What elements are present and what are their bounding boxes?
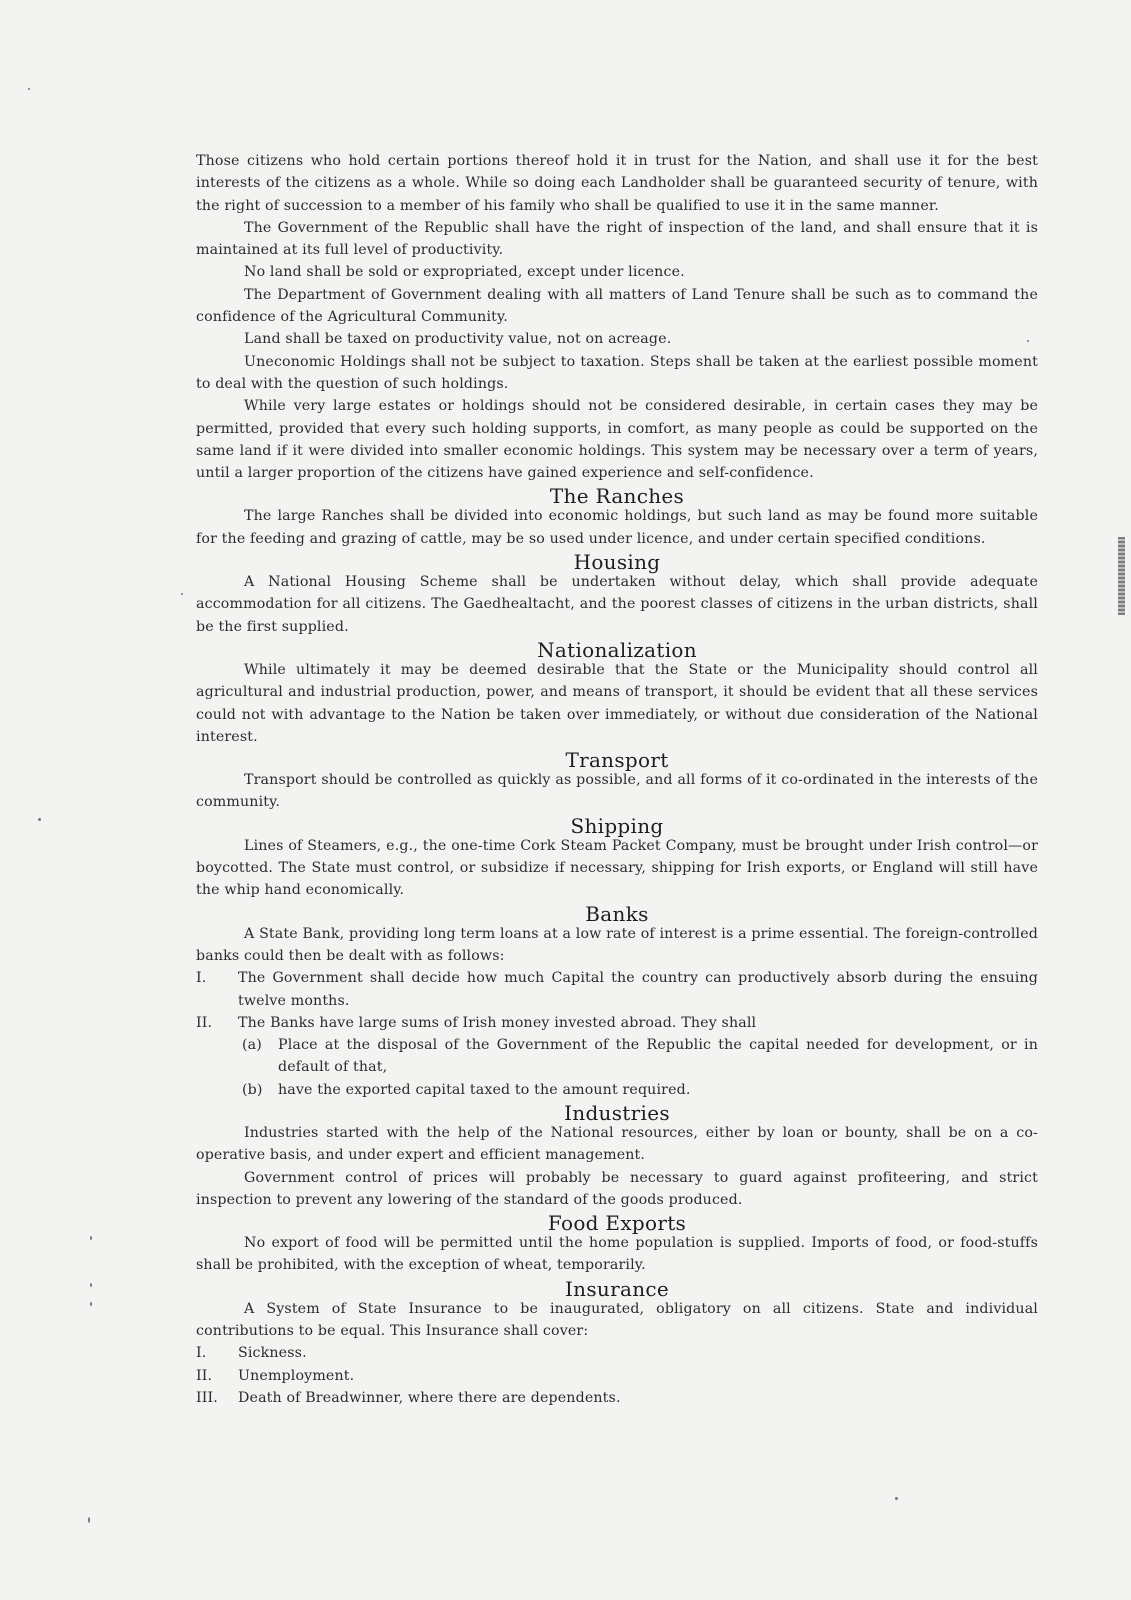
scan-speck (1027, 340, 1029, 342)
section-heading-shipping: Shipping (570, 813, 664, 838)
section-heading-food-exports: Food Exports (547, 1211, 687, 1236)
sub-list-item-text: have the exported capital taxed to the amount required. (278, 1081, 691, 1098)
sub-list-item (196, 1079, 1038, 1101)
list-item (196, 1387, 1038, 1409)
list-item-number: III. (196, 1389, 218, 1406)
sub-list-item-letter: (a) (242, 1037, 262, 1054)
sub-list-item-text: Place at the disposal of the Government of the Republic the capital needed for development, or in default of that, (278, 1037, 1038, 1076)
ranches-paragraph: The large Ranches shall be divided into economic holdings, but such land as may be found more suitable for the feeding and grazing of cattle, may be so used under licence, and under certain specified conditions. (196, 508, 1038, 547)
list-item (196, 1365, 1038, 1387)
intro-paragraph-4: The Department of Government dealing with all matters of Land Tenure shall be such as to command the confidence of the Agricultural Community. (196, 286, 1038, 326)
list-item (196, 967, 1038, 1012)
intro-paragraph-2: The Government of the Republic shall have the right of inspection of the land, and shall ensure that it is maintained at its full level of productivity. (196, 219, 1038, 259)
section-heading-banks: Banks (585, 901, 649, 926)
list-item-number: I. (196, 970, 207, 987)
intro-paragraph-5: Land shall be taxed on productivity value, not on acreage. (244, 331, 672, 348)
food-exports-paragraph: No export of food will be permitted until the home population is supplied. Imports of food, or food-stuffs shall be prohibited, with the exception of wheat, temporarily. (196, 1235, 1038, 1274)
scan-speck (90, 1302, 92, 1306)
list-item-text: Sickness. (238, 1345, 307, 1362)
section-heading-transport: Transport (565, 748, 669, 773)
intro-paragraph-6: Uneconomic Holdings shall not be subject to taxation. Steps shall be taken at the earliest possible moment to deal with the question of such holdings. (196, 353, 1038, 392)
banks-paragraph: A State Bank, providing long term loans at a low rate of interest is a prime essential. The foreign-controlled banks could then be dealt with as follows: (196, 925, 1038, 964)
industries-paragraph-2: Government control of prices will probably be necessary to guard against profiteering, and strict inspection to prevent any lowering of the standard of the goods produced. (196, 1169, 1038, 1208)
industries-paragraph-1: Industries started with the help of the National resources, either by loan or bounty, shall be on a co-operative basis, and under expert and efficient management. (196, 1124, 1038, 1164)
sub-list-item-letter: (b) (242, 1081, 263, 1098)
scan-speck (88, 1517, 90, 1523)
scan-speck (90, 1283, 92, 1287)
transport-paragraph: Transport should be controlled as quickly as possible, and all forms of it co-ordinated in the interests of the community. (196, 772, 1038, 811)
list-item-number: II. (196, 1367, 213, 1384)
list-item (196, 1342, 1038, 1364)
list-item-text: Unemployment. (238, 1367, 355, 1384)
scan-speck (38, 818, 41, 821)
scan-speck (895, 1497, 898, 1500)
list-item-number: II. (196, 1014, 213, 1031)
insurance-paragraph: A System of State Insurance to be inaugurated, obligatory on all citizens. State and individual contributions to be equal. This Insurance shall cover: (196, 1300, 1038, 1340)
section-heading-housing: Housing (573, 550, 661, 575)
scan-speck (90, 1236, 92, 1240)
scan-edge-mark (1118, 537, 1125, 615)
intro-paragraph-1: Those citizens who hold certain portions thereof hold it in trust for the Nation, and shall use it for the best interests of the citizens as a whole. While so doing each Landholder shall be guaranteed security of tenure, with the right of succession to a member of his family who shall be qualified to use it in the same manner. (196, 153, 1038, 214)
document-body (196, 150, 1038, 1409)
scan-speck (28, 88, 30, 90)
list-item-text: The Banks have large sums of Irish money invested abroad. They shall (238, 1014, 757, 1031)
nationalization-paragraph: While ultimately it may be deemed desirable that the State or the Municipality should control all agricultural and industrial production, power, and means of transport, it should be evident that all these services could not with advantage to the Nation be taken over immediately, or without due consideration of the National interest. (196, 661, 1038, 745)
intro-paragraph-3: No land shall be sold or expropriated, except under licence. (244, 264, 685, 281)
scan-speck (181, 593, 183, 595)
list-item (196, 1012, 1038, 1034)
section-heading-industries: Industries (564, 1100, 670, 1125)
list-item-number: I. (196, 1345, 207, 1362)
shipping-paragraph: Lines of Steamers, e.g., the one-time Cork Steam Packet Company, must be brought under Irish control—or boycotted. The State must control, or subsidize if necessary, shipping for Irish exports, or England will still have the whip hand economically. (196, 837, 1038, 899)
list-item-text: The Government shall decide how much Capital the country can productively absorb during the ensuing twelve months. (238, 970, 1038, 1009)
housing-paragraph: A National Housing Scheme shall be undertaken without delay, which shall provide adequate accommodation for all citizens. The Gaedhealtacht, and the poorest classes of citizens in the urban districts, shall be the first supplied. (196, 574, 1038, 635)
section-heading-ranches: The Ranches (549, 484, 685, 509)
list-item-text: Death of Breadwinner, where there are dependents. (238, 1389, 621, 1406)
sub-list-item (196, 1034, 1038, 1079)
section-heading-insurance: Insurance (564, 1276, 670, 1301)
section-heading-nationalization: Nationalization (537, 637, 697, 662)
intro-paragraph-7: While very large estates or holdings should not be considered desirable, in certain cases they may be permitted, provided that every such holding supports, in comfort, as many people as could be supported on the same land if it were divided into smaller economic holdings. This system may be necessary over a term of years, until a larger proportion of the citizens have gained experience and self-confidence. (196, 398, 1038, 482)
